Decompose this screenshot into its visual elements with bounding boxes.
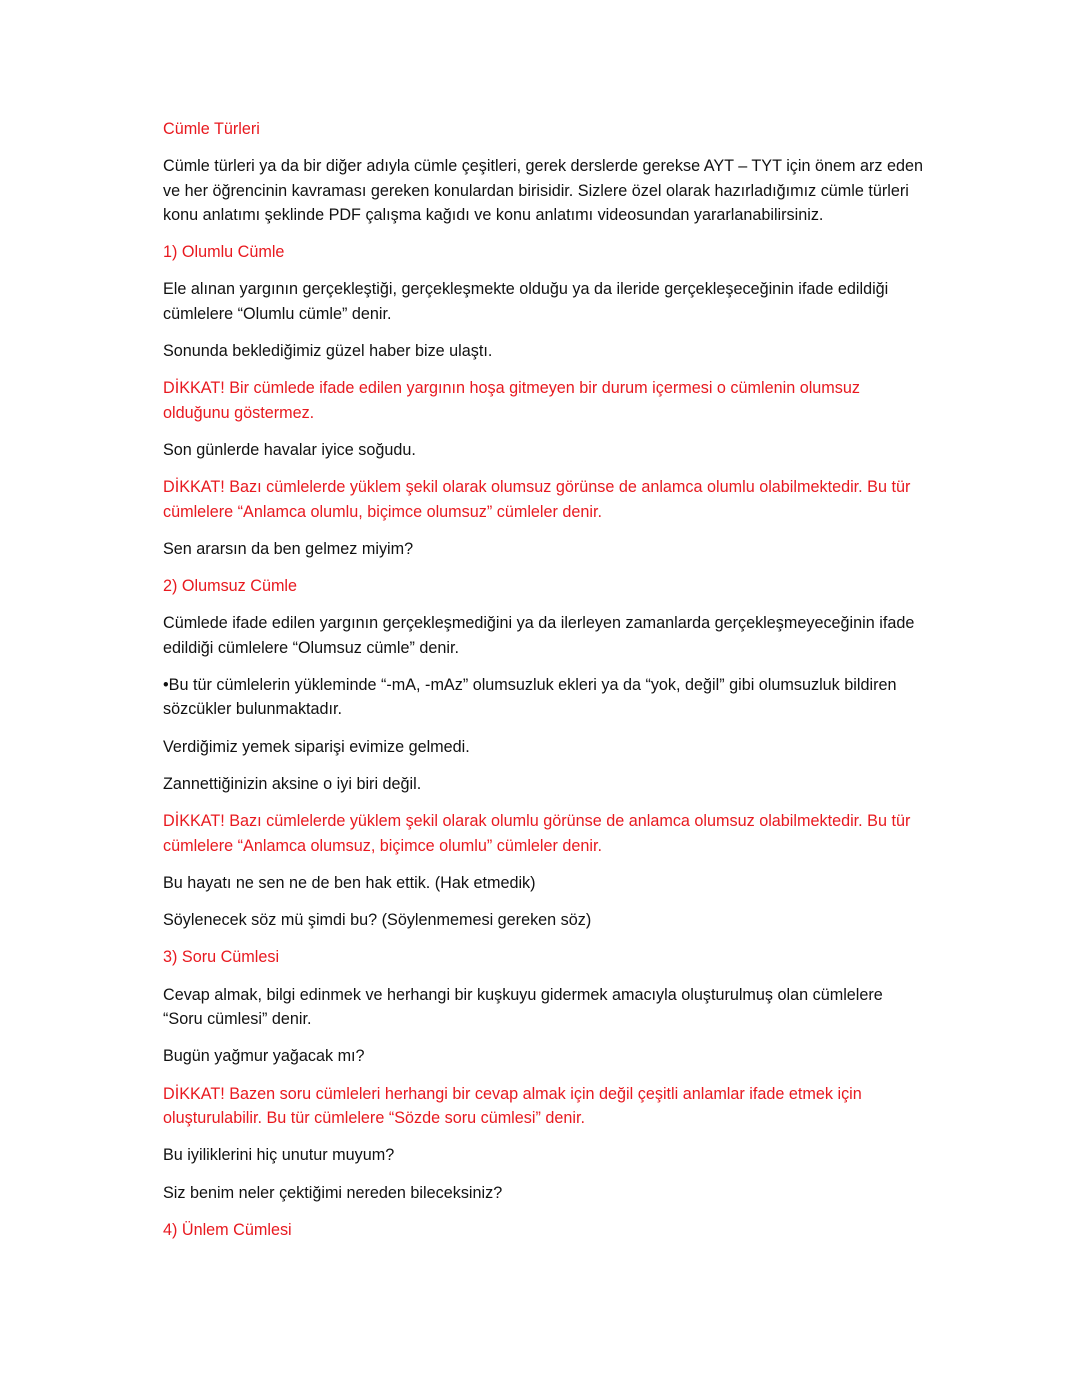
example-sentence: Verdiğimiz yemek siparişi evimize gelmedi. bbox=[163, 737, 470, 756]
warning-note: DİKKAT! Bazen soru cümleleri herhangi bir cevap almak için değil çeşitli anlamlar ifade etmek için oluşturulabilir. Bu tür cümlelere “Sözde soru cümlesi” denir. bbox=[163, 1084, 862, 1127]
definition-paragraph: Cevap almak, bilgi edinmek ve herhangi bir kuşkuyu gidermek amacıyla oluşturulmuş olan cümlelere “Soru cümlesi” denir. bbox=[163, 985, 883, 1029]
page-title: Cümle Türleri bbox=[163, 120, 260, 138]
example-sentence: Bu hayatı ne sen ne de ben hak ettik. (Hak etmedik) bbox=[163, 873, 536, 892]
section-heading-olumlu: 1) Olumlu Cümle bbox=[163, 243, 285, 262]
example-sentence: Sen ararsın da ben gelmez miyim? bbox=[163, 539, 414, 558]
section-heading-unlem: 4) Ünlem Cümlesi bbox=[163, 1220, 292, 1239]
definition-paragraph: Cümlede ifade edilen yargının gerçekleşmediğini ya da ilerleyen zamanlarda gerçekleşmeyeceğinin ifade edildiği cümlelere “Olumsuz cümle” denir. bbox=[163, 614, 915, 657]
section-heading-soru: 3) Soru Cümlesi bbox=[163, 948, 280, 967]
warning-note: DİKKAT! Bazı cümlelerde yüklem şekil olarak olumlu görünse de anlamca olumsuz olabilmektedir. Bu tür cümlelere “Anlamca olumsuz, biçimce olumlu” cümleler denir. bbox=[163, 812, 911, 855]
section-heading-olumsuz: 2) Olumsuz Cümle bbox=[163, 577, 298, 596]
warning-note: DİKKAT! Bazı cümlelerde yüklem şekil olarak olumsuz görünse de anlamca olumlu olabilmektedir. Bu tür cümlelere “Anlamca olumlu, biçimce olumsuz” cümleler denir. bbox=[163, 478, 911, 521]
example-sentence: Söylenecek söz mü şimdi bu? (Söylenmemesi gereken söz) bbox=[163, 911, 592, 930]
document-page bbox=[163, 117, 923, 1255]
definition-paragraph: Ele alınan yargının gerçekleştiği, gerçekleşmekte olduğu ya da ileride gerçekleşeceğinin ifade edildiği cümlelere “Olumlu cümle” denir. bbox=[163, 280, 889, 323]
warning-note: DİKKAT! Bir cümlede ifade edilen yargının hoşa gitmeyen bir durum içermesi o cümlenin olumsuz olduğunu göstermez. bbox=[163, 379, 860, 422]
example-sentence: Bu iyiliklerini hiç unutur muyum? bbox=[163, 1146, 395, 1165]
intro-paragraph: Cümle türleri ya da bir diğer adıyla cümle çeşitleri, gerek derslerde gerekse AYT – TYT için önem arz eden ve her öğrencinin kavraması gereken konulardan birisidir. Sizlere özel olarak hazırladığımız cümle türleri konu anlatımı şeklinde PDF çalışma kağıdı ve konu anlatımı videosundan yararlanabilirsiniz. bbox=[163, 157, 923, 224]
example-sentence: Zannettiğinizin aksine o iyi biri değil. bbox=[163, 774, 422, 793]
example-sentence: Sonunda beklediğimiz güzel haber bize ulaştı. bbox=[163, 342, 493, 361]
example-sentence: Bugün yağmur yağacak mı? bbox=[163, 1047, 365, 1066]
example-sentence: Son günlerde havalar iyice soğudu. bbox=[163, 440, 416, 459]
bullet-note: •Bu tür cümlelerin yükleminde “-mA, -mAz” olumsuzluk ekleri ya da “yok, değil” gibi olumsuzluk bildiren sözcükler bulunmaktadır. bbox=[163, 676, 897, 719]
example-sentence: Siz benim neler çektiğimi nereden bileceksiniz? bbox=[163, 1183, 503, 1202]
